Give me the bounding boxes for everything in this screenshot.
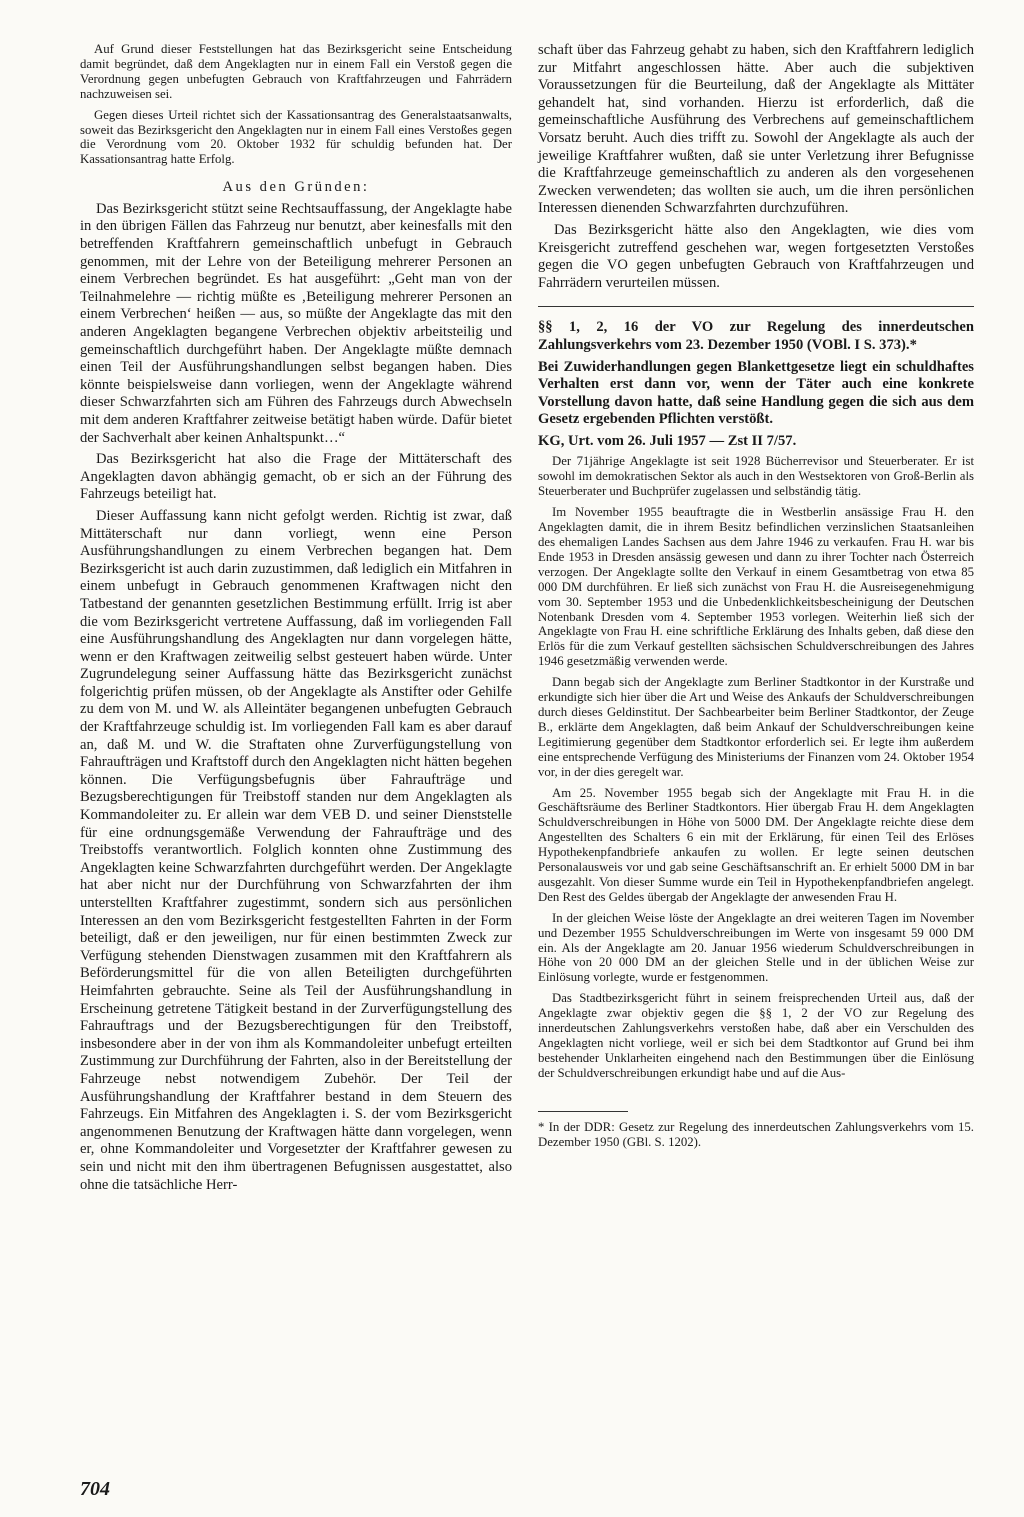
right-column <box>538 42 974 1156</box>
case-paragraph: In der gleichen Weise löste der Angeklagte an drei weiteren Tagen im November und Dezember 1955 Schuldverschreibungen im Werte von insgesamt 59 000 DM ein. Als der Angeklagte am 20. Januar 1956 wiederum Schuldverschreibungen in Höhe von 20 000 DM an der gleichen Stelle und in der üblichen Weise zur Einlösung vorlegte, wurde er festgenommen. <box>538 910 974 985</box>
intro-paragraph: Gegen dieses Urteil richtet sich der Kassationsantrag des Generalstaatsanwalts, soweit das Bezirksgericht den Angeklagten nur in einem Fall eines Verstoßes gegen die Verordnung vom 20. Oktober 1932 für schuldig befunden hat. Der Kassationsantrag hatte Erfolg. <box>80 107 512 167</box>
footnote: * In der DDR: Gesetz zur Regelung des innerdeutschen Zahlungsverkehrs vom 15. Dezember 1950 (GBl. S. 1202). <box>538 1119 974 1149</box>
left-column <box>80 42 512 1198</box>
continuation-paragraph: Das Bezirksgericht hätte also den Angeklagten, wie dies vom Kreisgericht zutreffend geschehen war, wegen fortgesetzten Verstoßes gegen die VO gegen unbefugten Gebrauch von Kraftfahrzeugen und Fahrrädern verurteilen müssen. <box>538 221 974 291</box>
body-paragraph: Das Bezirksgericht stützt seine Rechtsauffassung, der Angeklagte habe in den übrigen Fällen das Fahrzeug nur benutzt, aber keinesfalls mit den betreffenden Kraftfahrern gemeinschaftlich unbefugt in Gebrauch genommen, mit der Lehre von der Beteiligung mehrerer Personen an einem Verbrechen begründet. Es hat ausgeführt: „Geht man von der Teilnahmelehre — richtig müßte es ‚Beteiligung mehrerer Personen an einem Verbrechen‘ heißen — aus, so müßte der Angeklagte das mit den anderen Angeklagten begangene Verbrechen objektiv arbeitsteilig und gemeinschaftlich durchgeführt haben. Der Angeklagte müßte demnach einen Teil der Ausführungshandlungen selbst begangen haben. Dies könnte beispielsweise dann vorliegen, wenn der Angeklagte während dieser Schwarzfahrten sich am Führen des Fahrzeugs durch Abwechseln mit dem anderen Kraftfahrer zeitweise betätigt haben würde. Dafür bietet der Sachverhalt aber keinen Anhaltspunkt…“ <box>80 200 512 446</box>
case-paragraph: Das Stadtbezirksgericht führt in seinem freisprechenden Urteil aus, daß der Angeklagte zwar objektiv gegen die §§ 1, 2 der VO zur Regelung des innerdeutschen Zahlungsverkehrs verstoßen habe, daß aber ein Verschulden des Angeklagten nicht vorliege, weil er sich bei dem Stadtkontor auf Grund bei ihm bestehender Unklarheiten eingehend nach den Bestimmungen über die Einlösung der Schuldverschreibungen erkundigt habe und auf die Aus- <box>538 991 974 1080</box>
continuation-paragraph: schaft über das Fahrzeug gehabt zu haben, sich den Kraftfahrern lediglich zur Mitfahrt angeschlossen hätte. Aber auch die subjektiven Voraussetzungen für die Beurteilung, daß der Angeklagte als Mittäter gehandelt hat, sind vorhanden. Hierzu ist erforderlich, daß die gemeinschaftliche Ausführung des Verbrechens auf gemeinschaftlichem Vorsatz beruht. Auch dies trifft zu. Sowohl der Angeklagte als auch der jeweilige Kraftfahrer wußten, daß sie unter Verletzung ihrer Befugnisse die Kraftfahrzeuge gemeinschaftlich zu anderen als den vorgesehenen Zwecken verwendeten; das wollten sie auch, um die ihren persönlichen Interessen dienenden Schwarzfahrten durchzuführen. <box>538 42 974 217</box>
case-paragraph: Dann begab sich der Angeklagte zum Berliner Stadtkontor in der Kurstraße und erkundigte sich hier über die Art und Weise des Ankaufs der Schuldverschreibungen durch dieses Geldinstitut. Der Sachbearbeiter beim Berliner Stadtkontor, der Zeuge B., erklärte dem Angeklagten, daß beim Ankauf der Schuldverschreibungen keine Legitimierung gegenüber dem Stadtkontor erforderlich sei. Er legte ihm außerdem eine entsprechende Verfügung des Ministeriums der Finanzen vom 24. Oktober 1954 vor, in der dies geregelt war. <box>538 675 974 779</box>
continuation-section <box>538 42 974 292</box>
leitsatz: Bei Zuwiderhandlungen gegen Blankettgesetze liegt ein schuldhaftes Verhalten erst dann vor, wenn der Täter auch eine konkrete Vorstellung davon hatte, daß seine Handlung gegen die sich aus dem Gesetz ergebenden Pflichten verstößt. <box>538 358 974 428</box>
section-divider <box>538 306 974 307</box>
section-heading: Aus den Gründen: <box>222 179 370 196</box>
case-paragraph: Im November 1955 beauftragte die in Westberlin ansässige Frau H. den Angeklagten damit, die in ihrem Besitz befindlichen verzinslichen Staatsanleihen des ehemaligen Landes Sachsen aus dem Jahre 1946 zu verkaufen. Frau H. war bis Ende 1953 in Dresden ansässig gewesen und dann zu ihrer Tochter nach Österreich verzogen. Der Angeklagte sollte den Verkauf in einem Gesamtbetrag von etwa 85 000 DM durchführen. Er ließ sich zunächst von Frau H. die Ausreisegenehmigung vom 30. September 1953 und die Unbedenklichkeitsbescheinigung der Deutschen Notenbank Dresden vom 4. September 1953 vorlegen. Weiterhin ließ sich der Angeklagte von Frau H. eine schriftliche Erklärung des Inhalts geben, daß diese den Erlös für die zum Verkauf gestellten sächsischen Schuldverschreibungen des Jahres 1946 gesetzmäßig verwenden werde. <box>538 505 974 669</box>
case-header <box>538 319 974 450</box>
intro-section <box>80 42 512 167</box>
case-paragraph: Der 71jährige Angeklagte ist seit 1928 Bücherrevisor und Steuerberater. Er ist sowohl im demokratischen Sektor als auch in den Westsektoren von Groß-Berlin als Steuerberater und Buchprüfer zugelassen und selbständig tätig. <box>538 454 974 499</box>
statute-headnote: §§ 1, 2, 16 der VO zur Regelung des innerdeutschen Zahlungsverkehrs vom 23. Dezember 1950 (VOBl. I S. 373).* <box>538 319 974 353</box>
reasons-section <box>80 179 512 1194</box>
case-citation: KG, Urt. vom 26. Juli 1957 — Zst II 7/57. <box>538 432 797 449</box>
body-paragraph: Dieser Auffassung kann nicht gefolgt werden. Richtig ist zwar, daß Mittäterschaft nur dann vorliegt, wenn eine Person Ausführungshandlungen zu einem Verbrechen begangen hat. Dem Bezirksgericht ist auch darin zuzustimmen, daß lediglich ein Mitfahren in einem unbefugt in Gebrauch genommenen Kraftwagen nicht den Tatbestand der genannten gesetzlichen Bestimmung erfüllt. Irrig ist aber die vom Bezirksgericht vertretene Auffassung, daß im vorliegenden Fall eine Ausführungshandlung des Angeklagten nur dann vorgelegen hätte, wenn er den Kraftwagen zeitweilig selbst gesteuert haben würde. Unter Zugrundelegung seiner Auffassung hätte das Bezirksgericht zunächst folgerichtig prüfen müssen, ob der Angeklagte als Anstifter oder Gehilfe zu dem von M. und W. als Alleintäter begangenen unbefugten Gebrauch der Kraftfahrzeuge schuldig ist. Im vorliegenden Fall kam es aber darauf an, daß M. und W. die Straftaten ohne Zurverfügungstellung von Fahraufträgen und Kraftstoff durch den Angeklagten nicht hätten begehen können. Die Verfügungsbefugnis über Fahraufträge und Bezugsberechtigungen für Treibstoff standen nur dem Angeklagten als Kommandoleiter zu. Er allein war dem VEB D. und seiner Dienststelle für eine ordnungsgemäße Verwendung der Fahraufträge und des Treibstoffs verantwortlich. Folglich konnten ohne Zustimmung des Angeklagten keine Schwarzfahrten durchgeführt werden. Der Angeklagte hat aber nicht nur der Durchführung von Schwarzfahrten der ihm unterstellten Kraftfahrer zugestimmt, sondern sich aus persönlichen Interessen an den vom Bezirksgericht festgestellten Fahrten in der Form beteiligt, daß er den jeweiligen, nur für einen bestimmten Zweck zur Verfügung stehenden Dienstwagen zusammen mit den Kraftfahrern als Beförderungsmittel für die von allen Beteiligten durchgeführten Heimfahrten gebrauchte. Seine als Teil der Ausführungshandlung in Erscheinung getretene Tätigkeit bestand in der Zurverfügungstellung des Fahrauftrags und der Bezugsberechtigungen für den Treibstoff, insbesondere aber in der von ihm als Kommandoleiter unbefugt erteilten Zustimmung zur Durchführung der Fahrten, also in der Bereitstellung der Fahrzeuge nebst notwendigem Zubehör. Der Teil der Ausführungshandlung der Kraftfahrer bestand in dem Steuern des Fahrzeugs. Ein Mitfahren des Angeklagten i. S. der vom Bezirksgericht angenommenen Benutzung der Kraftwagen hätte dann vorgelegen, wenn er, ohne Kommandoleiter und Vorgesetzter der Kraftfahrer gewesen zu sein und nicht mit den ihm übertragenen Befugnissen ausgestattet, also ohne die tatsächliche Herr- <box>80 507 512 1193</box>
page-number: 704 <box>80 1478 110 1500</box>
intro-paragraph: Auf Grund dieser Feststellungen hat das Bezirksgericht seine Entscheidung damit begründet, daß dem Angeklagten nur in einem Fall ein Verstoß gegen die Verordnung gegen unbefugten Gebrauch von Kraftfahrzeugen und Fahrrädern nachzuweisen sei. <box>80 42 512 101</box>
case-paragraph: Am 25. November 1955 begab sich der Angeklagte mit Frau H. in die Geschäftsräume des Berliner Stadtkontors. Hier übergab Frau H. dem Angeklagten Schuldverschreibungen in Höhe von 5000 DM. Der Angeklagte reichte diese dem Angestellten des Schalters 6 ein mit der Erklärung, für einen Teil des Erlöses Hypothekenpfandbriefe ankaufen zu wollen. Er legte seinen deutschen Personalausweis vor und gab seine Geschäftsanschrift an. Er erhielt 5000 DM in bar ausgezahlt. Von dieser Summe wurde ein Teil in Hypothekenpfandbriefen angelegt. Den Rest des Geldes übergab der Angeklagte der anwesenden Frau H. <box>538 785 974 904</box>
body-paragraph: Das Bezirksgericht hat also die Frage der Mittäterschaft des Angeklagten davon abhängig gemacht, ob er sich an der Führung des Fahrzeugs beteiligt hat. <box>80 451 512 503</box>
footnote-divider <box>538 1111 628 1112</box>
case-facts-section <box>538 454 974 1149</box>
